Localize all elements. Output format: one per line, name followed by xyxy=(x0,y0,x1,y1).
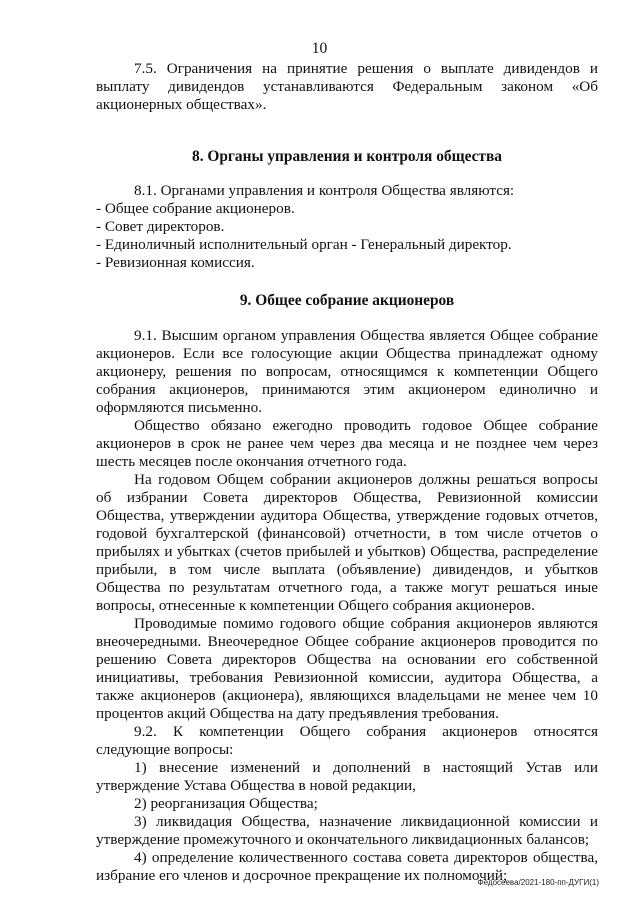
section-8-item: - Единоличный исполнительный орган - Генеральный директор. xyxy=(96,236,512,253)
section-9-paragraph: Проводимые помимо годового общие собрания акционеров являются внеочередными. Внеочередное Общее собрание акционеров проводится по решению Совета директоров Общества на основании его собственной инициативы, требования Ревизионной комиссии, аудитора Общества, а также акционеров (акционера), являющихся владельцами не менее чем 10 процентов акций Общества на дату предъявления требования. xyxy=(96,615,598,722)
section-8-item: - Общее собрание акционеров. xyxy=(96,200,295,217)
section-9-list-item: 2) реорганизация Общества; xyxy=(134,795,318,812)
section-9-paragraph: 9.1. Высшим органом управления Общества является Общее собрание акционеров. Если все голосующие акции Общества принадлежат одному акционеру, решения по вопросам, относящимся к компетенции Общего собрания акционеров, принимаются этим акционером единолично и оформляются письменно. xyxy=(96,327,598,416)
section-9-list-item: 1) внесение изменений и дополнений в настоящий Устав или утверждение Устава Общества в новой редакции, xyxy=(96,759,598,794)
section-9-list-item: 3) ликвидация Общества, назначение ликвидационной комиссии и утверждение промежуточного и окончательного ликвидационных балансов; xyxy=(96,813,598,848)
spacer xyxy=(96,114,598,148)
section-9-list-item: 4) определение количественного состава совета директоров общества, избрание его членов и досрочное прекращение их полномочий; xyxy=(96,849,598,884)
document-body xyxy=(96,60,598,885)
section-9-heading: 9. Общее собрание акционеров xyxy=(239,292,455,309)
section-8-item: - Ревизионная комиссия. xyxy=(96,254,255,271)
spacer xyxy=(96,272,598,292)
section-9-paragraph: 9.2. К компетенции Общего собрания акционеров относятся следующие вопросы: xyxy=(96,723,598,758)
page-number: 10 xyxy=(311,40,328,57)
footer-document-code: Федосеева/2021-180-пп-ДУГИ(1) xyxy=(477,878,599,887)
spacer xyxy=(96,310,598,327)
section-9-paragraph: На годовом Общем собрании акционеров должны решаться вопросы об избрании Совета директоров Общества, Ревизионной комиссии Общества, утверждении аудитора Общества, утверждение годовых отчетов, годовой бухгалтерской (финансовой) отчетности, в том числе отчетов о прибылях и убытках (счетов прибылей и убытков) Общества, распределение прибыли, в том числе выплата (объявление) дивидендов, и убытков Общества по результатам отчетного года, а также могут решаться иные вопросы, отнесенные к компетенции Общего собрания акционеров. xyxy=(96,471,598,614)
intro-paragraph: 7.5. Ограничения на принятие решения о выплате дивидендов и выплату дивидендов устанавливаются Федеральным законом «Об акционерных обществах». xyxy=(96,60,598,113)
spacer xyxy=(96,166,598,182)
section-8-item: - Совет директоров. xyxy=(96,218,225,235)
section-8-lead: 8.1. Органами управления и контроля Общества являются: xyxy=(134,182,515,199)
section-8-heading: 8. Органы управления и контроля общества xyxy=(192,148,502,165)
section-9-paragraph: Общество обязано ежегодно проводить годовое Общее собрание акционеров в срок не ранее чем через два месяца и не позднее чем через шесть месяцев после окончания отчетного года. xyxy=(96,417,598,470)
